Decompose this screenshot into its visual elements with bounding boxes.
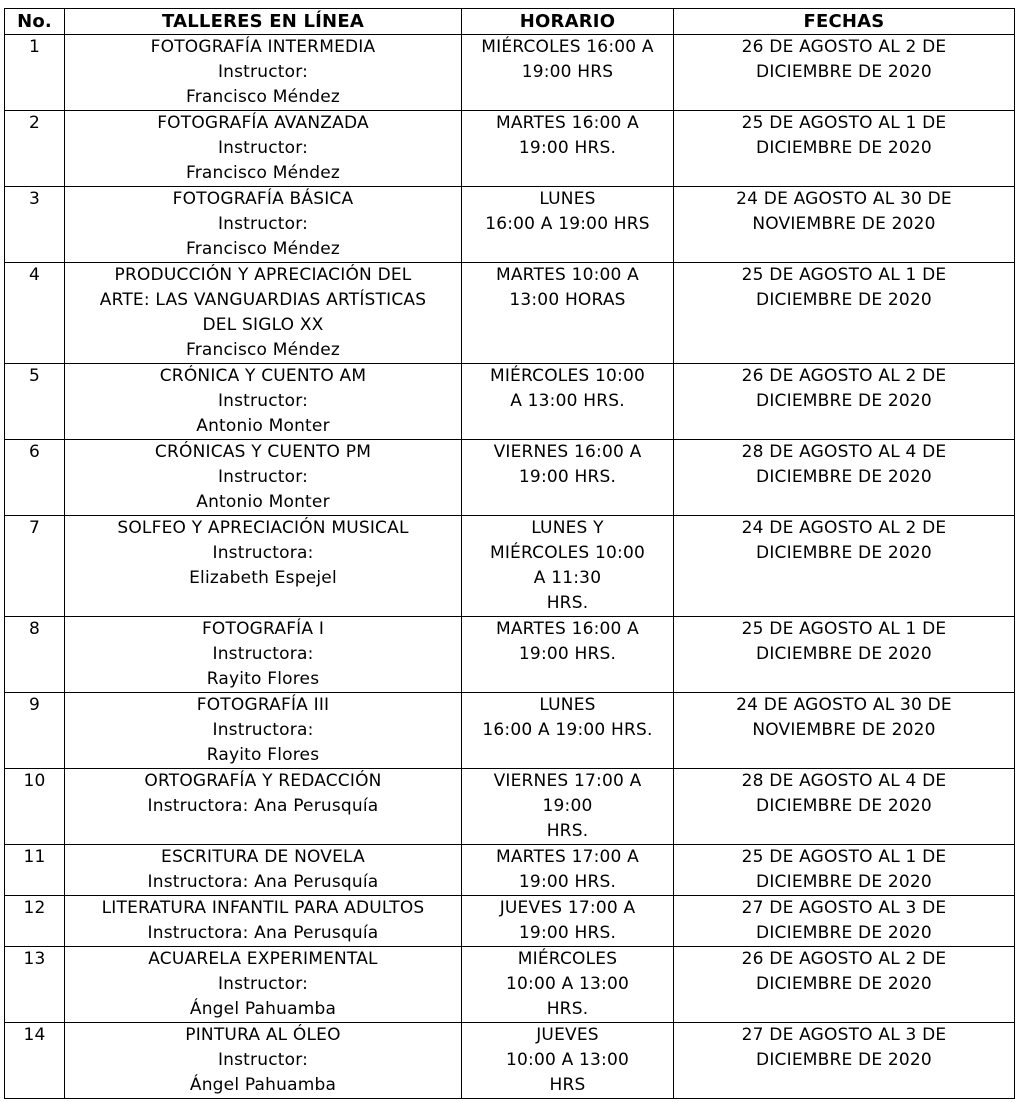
- taller-line: FOTOGRAFÍA AVANZADA: [157, 113, 369, 133]
- taller-cell: [65, 35, 462, 111]
- horario-line: MIÉRCOLES 10:00: [489, 543, 646, 563]
- table-body: [5, 35, 1015, 1099]
- horario-line: HRS.: [546, 999, 589, 1019]
- horario-line: MIÉRCOLES 10:00: [489, 366, 646, 386]
- fechas-line: 27 DE AGOSTO AL 3 DE: [741, 898, 947, 918]
- horario-line: MARTES 16:00 A: [495, 113, 640, 133]
- fechas-line: 24 DE AGOSTO AL 30 DE: [736, 695, 952, 715]
- fechas-line: 25 DE AGOSTO AL 1 DE: [741, 847, 947, 867]
- table-row: [5, 617, 1015, 693]
- horario-line: 19:00 HRS: [521, 62, 614, 82]
- taller-line: Instructora:: [212, 644, 314, 664]
- table-row: [5, 1023, 1015, 1099]
- fechas-line: 28 DE AGOSTO AL 4 DE: [741, 442, 947, 462]
- fechas-line: 25 DE AGOSTO AL 1 DE: [741, 265, 947, 285]
- taller-line: ACUARELA EXPERIMENTAL: [148, 949, 378, 969]
- horario-line: HRS.: [546, 593, 589, 613]
- row-number: 10: [5, 769, 65, 845]
- taller-cell: [65, 896, 462, 947]
- fechas-line: DICIEMBRE DE 2020: [756, 796, 932, 816]
- table-row: [5, 111, 1015, 187]
- horario-line: A 11:30: [533, 568, 602, 588]
- horario-line: 19:00 HRS.: [518, 467, 617, 487]
- taller-line: Elizabeth Espejel: [189, 568, 337, 588]
- taller-line: Francisco Méndez: [185, 239, 341, 259]
- fechas-line: 24 DE AGOSTO AL 2 DE: [741, 518, 947, 538]
- fechas-line: 26 DE AGOSTO AL 2 DE: [741, 949, 947, 969]
- fechas-line: DICIEMBRE DE 2020: [756, 543, 932, 563]
- fechas-cell: [674, 440, 1015, 516]
- horario-line: LUNES: [539, 189, 596, 209]
- horario-cell: [462, 516, 674, 617]
- taller-line: CRÓNICAS Y CUENTO PM: [154, 442, 372, 462]
- header-talleres: TALLERES EN LÍNEA: [65, 9, 462, 35]
- horario-line: 19:00: [542, 796, 593, 816]
- table-row: [5, 187, 1015, 263]
- row-number: 12: [5, 896, 65, 947]
- horario-line: JUEVES: [536, 1025, 599, 1045]
- horario-line: 19:00 HRS.: [518, 872, 617, 892]
- fechas-line: NOVIEMBRE DE 2020: [752, 214, 936, 234]
- fechas-cell: [674, 617, 1015, 693]
- taller-cell: [65, 1023, 462, 1099]
- taller-cell: [65, 187, 462, 263]
- table-row: [5, 947, 1015, 1023]
- fechas-line: DICIEMBRE DE 2020: [756, 138, 932, 158]
- taller-line: Instructora: Ana Perusquía: [147, 796, 379, 816]
- fechas-line: DICIEMBRE DE 2020: [756, 923, 932, 943]
- horario-line: MARTES 17:00 A: [495, 847, 640, 867]
- fechas-line: DICIEMBRE DE 2020: [756, 467, 932, 487]
- taller-line: Francisco Méndez: [185, 163, 341, 183]
- taller-line: Francisco Méndez: [185, 87, 341, 107]
- horario-cell: [462, 35, 674, 111]
- fechas-line: 28 DE AGOSTO AL 4 DE: [741, 771, 947, 791]
- row-number: 8: [5, 617, 65, 693]
- horario-line: MARTES 10:00 A: [495, 265, 640, 285]
- taller-line: SOLFEO Y APRECIACIÓN MUSICAL: [117, 518, 409, 538]
- taller-line: CRÓNICA Y CUENTO AM: [159, 366, 367, 386]
- taller-line: Instructor:: [217, 214, 309, 234]
- header-no: No.: [5, 9, 65, 35]
- taller-cell: [65, 693, 462, 769]
- horario-cell: [462, 1023, 674, 1099]
- horario-cell: [462, 187, 674, 263]
- taller-line: Ángel Pahuamba: [189, 999, 337, 1019]
- table-row: [5, 769, 1015, 845]
- row-number: 9: [5, 693, 65, 769]
- table-row: [5, 896, 1015, 947]
- horario-line: MARTES 16:00 A: [495, 619, 640, 639]
- taller-cell: [65, 364, 462, 440]
- horario-line: 19:00 HRS.: [518, 138, 617, 158]
- horario-cell: [462, 693, 674, 769]
- fechas-line: 24 DE AGOSTO AL 30 DE: [736, 189, 952, 209]
- fechas-cell: [674, 845, 1015, 896]
- row-number: 11: [5, 845, 65, 896]
- fechas-line: DICIEMBRE DE 2020: [756, 1050, 932, 1070]
- header-horario: HORARIO: [462, 9, 674, 35]
- horario-cell: [462, 263, 674, 364]
- fechas-line: DICIEMBRE DE 2020: [756, 391, 932, 411]
- fechas-cell: [674, 769, 1015, 845]
- fechas-line: DICIEMBRE DE 2020: [756, 644, 932, 664]
- taller-cell: [65, 769, 462, 845]
- fechas-line: 26 DE AGOSTO AL 2 DE: [741, 366, 947, 386]
- horario-line: LUNES Y: [531, 518, 604, 538]
- fechas-line: DICIEMBRE DE 2020: [756, 872, 932, 892]
- header-row: [5, 9, 1015, 35]
- fechas-cell: [674, 693, 1015, 769]
- horario-line: MIÉRCOLES 16:00 A: [481, 37, 654, 57]
- taller-line: FOTOGRAFÍA BÁSICA: [172, 189, 354, 209]
- horario-line: 19:00 HRS.: [518, 923, 617, 943]
- taller-line: Instructor:: [217, 1050, 309, 1070]
- fechas-line: 25 DE AGOSTO AL 1 DE: [741, 619, 947, 639]
- taller-cell: [65, 617, 462, 693]
- fechas-line: 26 DE AGOSTO AL 2 DE: [741, 37, 947, 57]
- taller-line: FOTOGRAFÍA I: [201, 619, 325, 639]
- taller-cell: [65, 845, 462, 896]
- taller-line: Francisco Méndez: [185, 340, 341, 360]
- horario-cell: [462, 440, 674, 516]
- taller-line: ESCRITURA DE NOVELA: [161, 847, 365, 867]
- header-fechas: FECHAS: [674, 9, 1015, 35]
- taller-line: DEL SIGLO XX: [202, 315, 324, 335]
- horario-cell: [462, 769, 674, 845]
- taller-line: FOTOGRAFÍA INTERMEDIA: [150, 37, 376, 57]
- row-number: 2: [5, 111, 65, 187]
- fechas-line: NOVIEMBRE DE 2020: [752, 720, 936, 740]
- horario-line: 16:00 A 19:00 HRS.: [482, 720, 653, 740]
- taller-cell: [65, 440, 462, 516]
- taller-line: ORTOGRAFÍA Y REDACCIÓN: [144, 771, 382, 791]
- fechas-cell: [674, 364, 1015, 440]
- taller-cell: [65, 516, 462, 617]
- row-number: 14: [5, 1023, 65, 1099]
- horario-line: LUNES: [539, 695, 596, 715]
- row-number: 4: [5, 263, 65, 364]
- horario-cell: [462, 364, 674, 440]
- horario-line: HRS: [549, 1075, 586, 1095]
- taller-line: PRODUCCIÓN Y APRECIACIÓN DEL: [114, 265, 412, 285]
- taller-line: Ángel Pahuamba: [189, 1075, 337, 1095]
- horario-cell: [462, 617, 674, 693]
- row-number: 3: [5, 187, 65, 263]
- taller-line: Instructor:: [217, 391, 309, 411]
- horario-line: MIÉRCOLES: [517, 949, 618, 969]
- table-row: [5, 263, 1015, 364]
- taller-line: Rayito Flores: [206, 669, 320, 689]
- fechas-line: 25 DE AGOSTO AL 1 DE: [741, 113, 947, 133]
- table-row: [5, 440, 1015, 516]
- taller-line: Instructor:: [217, 974, 309, 994]
- horario-line: 10:00 A 13:00: [505, 974, 630, 994]
- taller-cell: [65, 263, 462, 364]
- fechas-line: DICIEMBRE DE 2020: [756, 62, 932, 82]
- taller-line: FOTOGRAFÍA III: [196, 695, 330, 715]
- horario-line: 10:00 A 13:00: [505, 1050, 630, 1070]
- fechas-cell: [674, 1023, 1015, 1099]
- taller-line: Antonio Monter: [196, 416, 330, 436]
- taller-line: Antonio Monter: [196, 492, 330, 512]
- fechas-cell: [674, 111, 1015, 187]
- taller-line: Instructora: Ana Perusquía: [147, 923, 379, 943]
- taller-line: Instructor:: [217, 467, 309, 487]
- row-number: 7: [5, 516, 65, 617]
- taller-line: Instructor:: [217, 138, 309, 158]
- horario-line: HRS.: [546, 821, 589, 841]
- table-row: [5, 693, 1015, 769]
- fechas-line: DICIEMBRE DE 2020: [756, 290, 932, 310]
- row-number: 13: [5, 947, 65, 1023]
- taller-line: Instructor:: [217, 62, 309, 82]
- taller-line: Instructora:: [212, 543, 314, 563]
- taller-line: Instructora: Ana Perusquía: [147, 872, 379, 892]
- taller-line: Rayito Flores: [206, 745, 320, 765]
- row-number: 5: [5, 364, 65, 440]
- horario-line: VIERNES 17:00 A: [493, 771, 642, 791]
- fechas-cell: [674, 947, 1015, 1023]
- fechas-line: DICIEMBRE DE 2020: [756, 974, 932, 994]
- fechas-line: 27 DE AGOSTO AL 3 DE: [741, 1025, 947, 1045]
- horario-line: 19:00 HRS.: [518, 644, 617, 664]
- horario-line: A 13:00 HRS.: [510, 391, 625, 411]
- row-number: 6: [5, 440, 65, 516]
- horario-cell: [462, 896, 674, 947]
- horario-line: 16:00 A 19:00 HRS: [485, 214, 650, 234]
- table-row: [5, 516, 1015, 617]
- taller-line: PINTURA AL ÓLEO: [185, 1025, 341, 1045]
- fechas-cell: [674, 516, 1015, 617]
- taller-cell: [65, 111, 462, 187]
- taller-line: LITERATURA INFANTIL PARA ADULTOS: [101, 898, 425, 918]
- taller-cell: [65, 947, 462, 1023]
- row-number: 1: [5, 35, 65, 111]
- taller-line: Instructora:: [212, 720, 314, 740]
- horario-cell: [462, 947, 674, 1023]
- talleres-table: [4, 8, 1015, 1099]
- table-row: [5, 364, 1015, 440]
- table-row: [5, 35, 1015, 111]
- horario-cell: [462, 111, 674, 187]
- taller-line: ARTE: LAS VANGUARDIAS ARTÍSTICAS: [99, 290, 427, 310]
- table-row: [5, 845, 1015, 896]
- horario-line: VIERNES 16:00 A: [493, 442, 642, 462]
- fechas-cell: [674, 896, 1015, 947]
- horario-line: JUEVES 17:00 A: [499, 898, 636, 918]
- fechas-cell: [674, 263, 1015, 364]
- horario-cell: [462, 845, 674, 896]
- fechas-cell: [674, 187, 1015, 263]
- fechas-cell: [674, 35, 1015, 111]
- horario-line: 13:00 HORAS: [509, 290, 626, 310]
